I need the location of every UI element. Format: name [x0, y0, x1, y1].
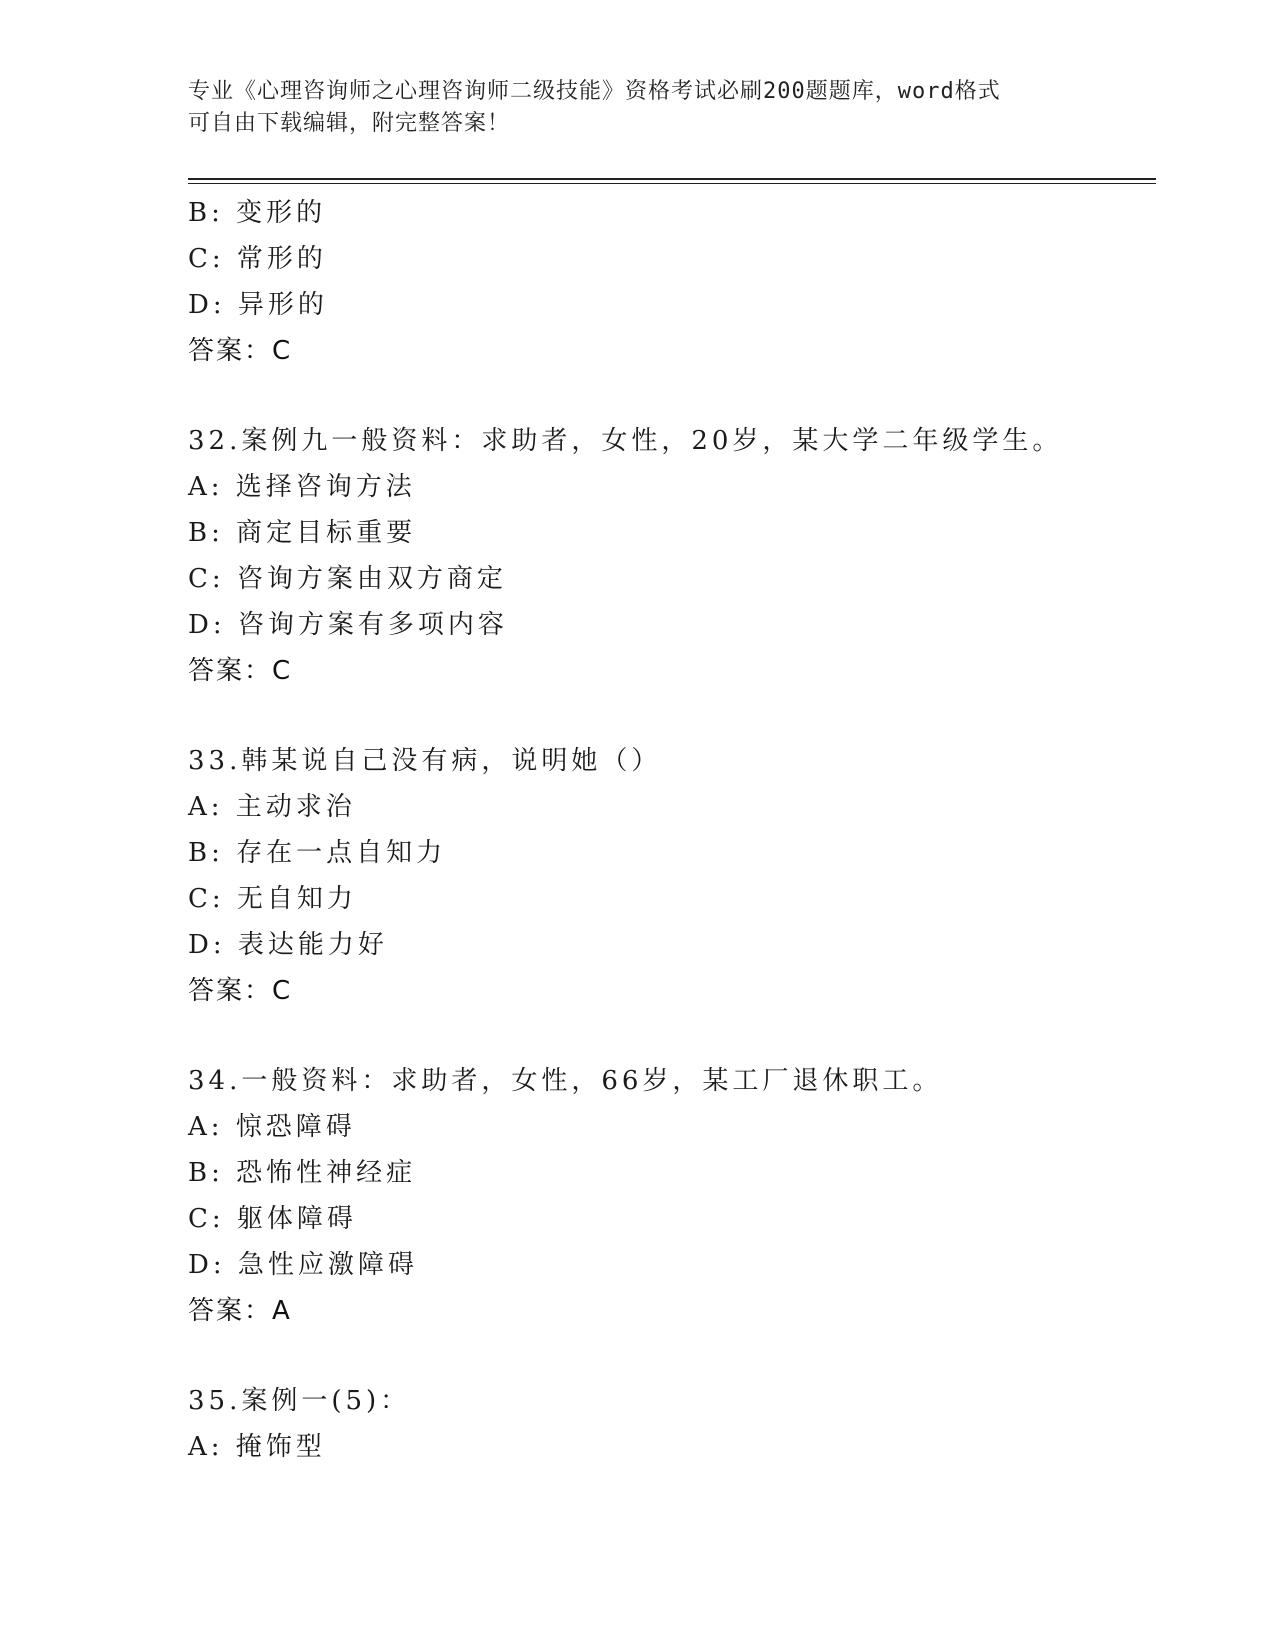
option-c: C: 无自知力 — [188, 884, 357, 914]
spacer — [188, 374, 1148, 418]
answer-line: 答案：C — [188, 656, 293, 686]
option-c: C: 常形的 — [188, 244, 327, 274]
header-divider-thin — [188, 183, 1156, 184]
option-b: B: 恐怖性神经症 — [188, 1158, 417, 1188]
spacer — [188, 1334, 1148, 1378]
question-33 — [188, 738, 1148, 1014]
answer-line: 答案：A — [188, 1296, 292, 1326]
option-a: A: 掩饰型 — [188, 1432, 326, 1462]
header-line-1: 专业《心理咨询师之心理咨询师二级技能》资格考试必刷200题题库，word格式 — [188, 79, 1001, 104]
question-stem: 32.案例九一般资料：求助者，女性，20岁，某大学二年级学生。 — [188, 426, 1063, 456]
question-32 — [188, 418, 1148, 694]
question-35 — [188, 1378, 1148, 1470]
question-stem: 34.一般资料：求助者，女性，66岁，某工厂退休职工。 — [188, 1066, 943, 1096]
header-divider-thick — [188, 178, 1156, 180]
option-a: A: 选择咨询方法 — [188, 472, 416, 502]
answer-line: 答案：C — [188, 976, 293, 1006]
option-d: D: 咨询方案有多项内容 — [188, 610, 508, 640]
option-c: C: 躯体障碍 — [188, 1204, 357, 1234]
option-d: D: 急性应激障碍 — [188, 1250, 418, 1280]
question-34 — [188, 1058, 1148, 1334]
spacer — [188, 694, 1148, 738]
option-d: D: 异形的 — [188, 290, 328, 320]
option-b: B: 商定目标重要 — [188, 518, 417, 548]
question-fragment — [188, 190, 1148, 374]
option-a: A: 惊恐障碍 — [188, 1112, 356, 1142]
document-header — [188, 76, 1068, 140]
answer-line: 答案：C — [188, 336, 293, 366]
option-b: B: 存在一点自知力 — [188, 838, 447, 868]
header-line-2: 可自由下载编辑，附完整答案！ — [188, 111, 511, 136]
option-c: C: 咨询方案由双方商定 — [188, 564, 507, 594]
question-list — [188, 190, 1148, 1470]
spacer — [188, 1014, 1148, 1058]
question-stem: 33.韩某说自己没有病，说明她（） — [188, 746, 662, 776]
option-d: D: 表达能力好 — [188, 930, 388, 960]
option-b: B: 变形的 — [188, 198, 327, 228]
question-stem: 35.案例一(5)： — [188, 1386, 411, 1416]
option-a: A: 主动求治 — [188, 792, 356, 822]
